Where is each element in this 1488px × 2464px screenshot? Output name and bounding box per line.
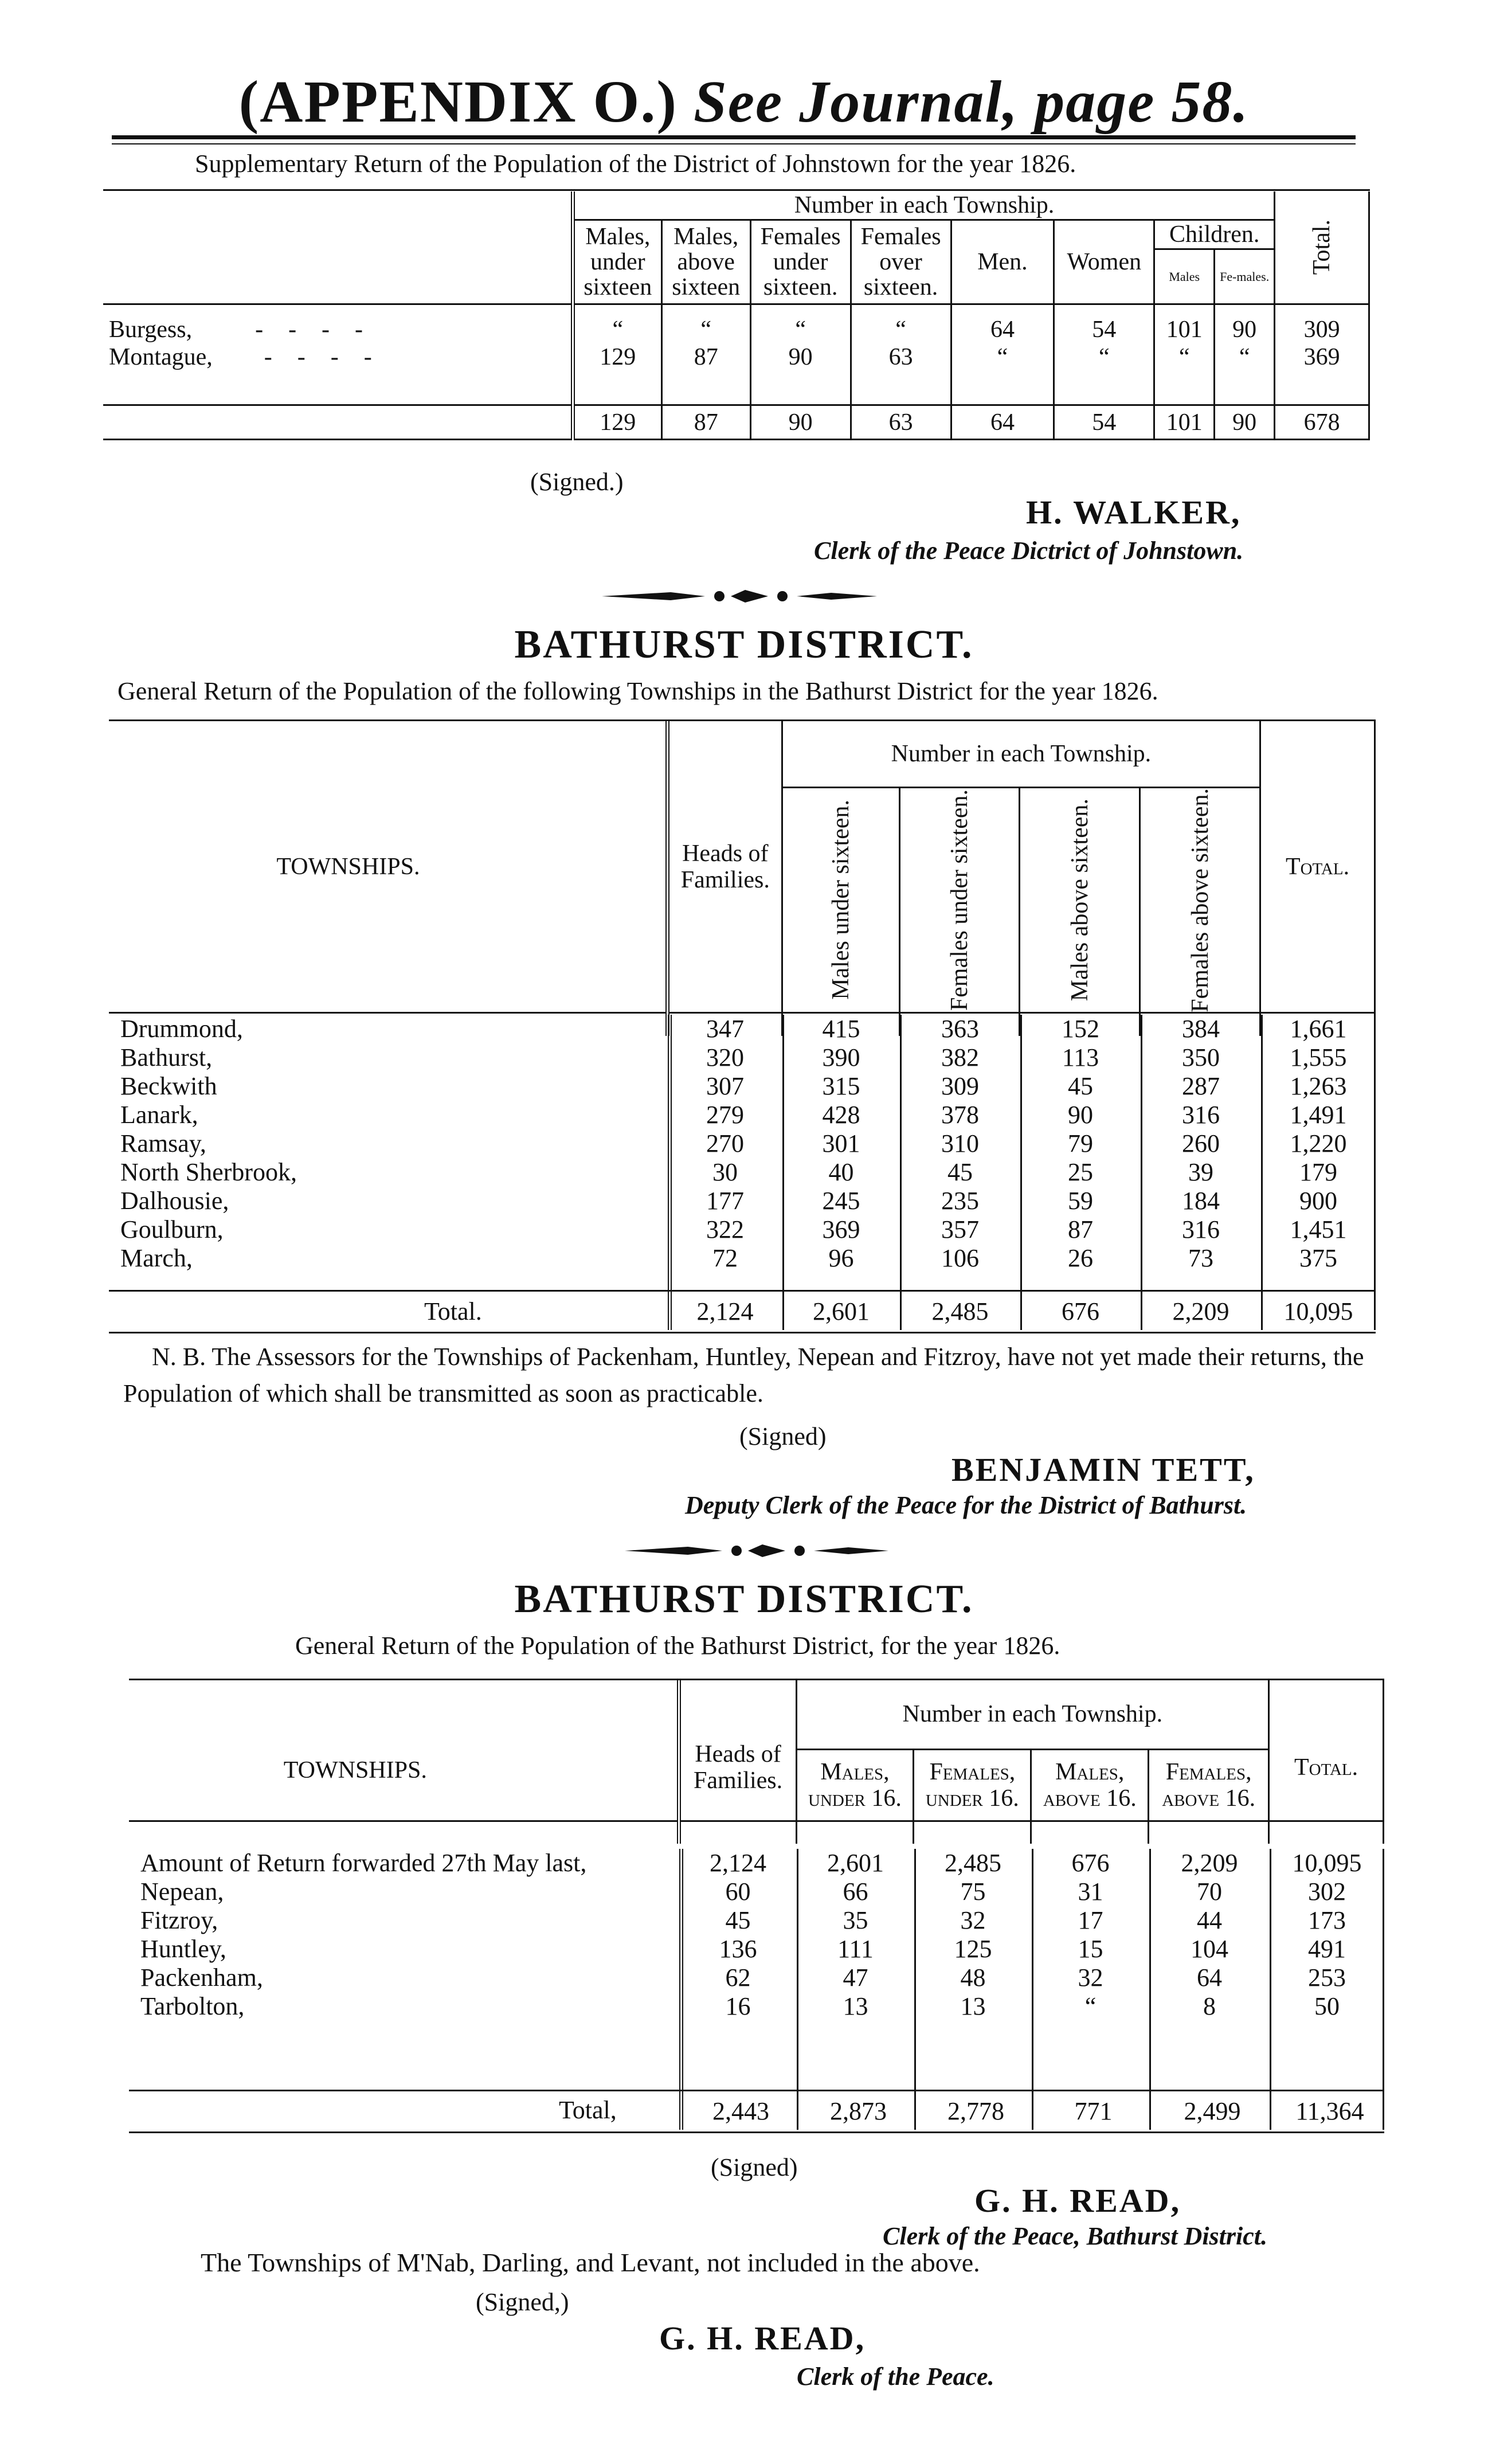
total-cell: 2,443	[712, 2097, 769, 2125]
column-rule	[1261, 1015, 1263, 1330]
cell: 270	[706, 1129, 744, 1157]
cell: 390	[822, 1043, 860, 1071]
cell: 179	[1299, 1158, 1337, 1186]
bathurst1-signer-role: Deputy Clerk of the Peace for the District of Bathurst.	[685, 1491, 1247, 1519]
cell: 369	[822, 1215, 860, 1243]
cell: 50	[1314, 1992, 1340, 2020]
table-row	[129, 1935, 1384, 1964]
bathurst2-signed: (Signed)	[711, 2153, 798, 2181]
bathurst2-title: General Return of the Population of the Bathurst District, for the year 1826.	[295, 1632, 1060, 1660]
bathurst1-col-males-under: Males under sixteen.	[782, 787, 899, 1013]
totals-row	[103, 405, 1369, 440]
cell: 111	[837, 1935, 874, 1963]
table-row: Burgess, ---- “ “ “ “ 64 54 101 90 309	[103, 316, 1369, 343]
cell: 129	[573, 343, 661, 371]
cell: 45	[725, 1906, 751, 1934]
township-name: North Sherbrook,	[120, 1158, 297, 1186]
township-name: Huntley,	[140, 1935, 226, 1963]
total-cell: 2,499	[1184, 2097, 1241, 2125]
column-rule	[1270, 1849, 1271, 2130]
cell: 363	[941, 1015, 979, 1043]
cell: 125	[954, 1935, 992, 1963]
cell: 2,601	[827, 1849, 884, 1877]
table-row	[129, 1992, 1384, 2021]
column-rule	[679, 1849, 683, 2130]
cell: 44	[1197, 1906, 1222, 1934]
cell: 39	[1188, 1158, 1213, 1186]
cell: 45	[947, 1158, 973, 1186]
cell: “	[1215, 343, 1275, 371]
johnstown-township-header	[103, 191, 573, 304]
johnstown-group-header: Number in each Township.	[573, 191, 1274, 220]
total-cell: 90	[1215, 405, 1275, 440]
cell: 13	[960, 1992, 986, 2020]
cell: 1,661	[1290, 1015, 1347, 1043]
cell: 45	[1068, 1072, 1093, 1100]
cell: 35	[843, 1906, 868, 1934]
total-cell: 2,124	[696, 1297, 754, 1325]
total-cell: 129	[573, 405, 661, 440]
journal-reference: See Journal, page 58.	[694, 69, 1250, 135]
johnstown-total-header: Total.	[1275, 191, 1369, 304]
cell: 357	[941, 1215, 979, 1243]
total-cell: 2,778	[947, 2097, 1004, 2125]
bathurst1-townships-header: TOWNSHIPS.	[276, 853, 420, 880]
johnstown-signer: H. WALKER,	[1026, 494, 1242, 531]
total-cell: 678	[1275, 405, 1369, 440]
cell: 106	[941, 1244, 979, 1272]
cell: 177	[706, 1187, 744, 1215]
cell: 428	[822, 1101, 860, 1129]
cell: 62	[725, 1964, 751, 1992]
cell: 279	[706, 1101, 744, 1129]
total-cell: 11,364	[1295, 2097, 1364, 2125]
cell: 60	[725, 1878, 751, 1906]
table-row	[109, 1072, 1376, 1101]
cell: 260	[1182, 1129, 1220, 1157]
total-cell: 676	[1062, 1297, 1099, 1325]
johnstown-signer-role: Clerk of the Peace Dictrict of Johnstown.	[814, 537, 1244, 565]
cell: 72	[712, 1244, 738, 1272]
bathurst2-col-females-above: Females, above 16.	[1149, 1749, 1269, 1821]
bathurst1-total-label: Total.	[424, 1297, 482, 1325]
total-cell: 90	[750, 405, 851, 440]
cell: “	[951, 343, 1054, 371]
township-name: Montague,	[109, 343, 213, 370]
cell: 90	[1215, 316, 1275, 343]
bathurst2-signed2: (Signed,)	[476, 2288, 569, 2316]
township-name: Amount of Return forwarded 27th May last,	[140, 1849, 587, 1877]
bathurst2-col-males-under: Males, under 16.	[796, 1749, 914, 1821]
bathurst1-signed: (Signed)	[739, 1422, 827, 1450]
cell: 415	[822, 1015, 860, 1043]
table-row: Montague, ---- 129 87 90 63 “ “ “ “ 369	[103, 343, 1369, 371]
cell: 59	[1068, 1187, 1093, 1215]
cell: 64	[1197, 1964, 1222, 1992]
column-rule	[900, 1015, 902, 1330]
heading-rule-thin	[112, 143, 1356, 144]
bathurst2-col-females-under: Females, under 16.	[914, 1749, 1031, 1821]
cell: 384	[1182, 1015, 1220, 1043]
column-rule	[1020, 1015, 1022, 1330]
column-rule	[1141, 1015, 1142, 1330]
cell: 70	[1197, 1878, 1222, 1906]
cell: 90	[1068, 1101, 1093, 1129]
table-row	[129, 1849, 1384, 1878]
bathurst1-district-title: BATHURST DISTRICT.	[514, 623, 974, 667]
total-cell: 2,601	[813, 1297, 870, 1325]
page-heading	[0, 68, 1488, 136]
table-row	[129, 1964, 1384, 1992]
johnstown-title: Supplementary Return of the Population of the District of Johnstown for the year 1826.	[195, 150, 1076, 178]
township-name: Drummond,	[120, 1015, 243, 1043]
cell: 1,555	[1290, 1043, 1347, 1071]
cell: 173	[1308, 1906, 1346, 1934]
table-row	[109, 1244, 1376, 1273]
township-name: Tarbolton,	[140, 1992, 245, 2020]
total-cell: 54	[1054, 405, 1154, 440]
cell: 316	[1182, 1101, 1220, 1129]
cell: 676	[1071, 1849, 1110, 1877]
cell: 101	[1154, 316, 1215, 343]
bathurst1-signer: BENJAMIN TETT,	[951, 1451, 1255, 1488]
cell: 30	[712, 1158, 738, 1186]
table-row	[129, 1878, 1384, 1906]
cell: 253	[1308, 1964, 1346, 1992]
bathurst2-heads-header: Heads of Families.	[679, 1680, 796, 1821]
cell: “	[1084, 1992, 1097, 2020]
cell: 48	[960, 1964, 986, 1992]
total-cell: 101	[1154, 405, 1215, 440]
cell: “	[1054, 343, 1154, 371]
cell: 104	[1191, 1935, 1228, 1963]
cell: “	[573, 316, 661, 343]
total-cell: 2,485	[931, 1297, 989, 1325]
cell: 47	[843, 1964, 868, 1992]
bathurst1-title: General Return of the Population of the following Townships in the Bathurst District for the year 1826.	[118, 677, 1158, 705]
table-row	[109, 1215, 1376, 1244]
bathurst2-footnote: The Townships of M'Nab, Darling, and Levant, not included in the above.	[201, 2248, 980, 2277]
bathurst1-total-header: Total.	[1260, 721, 1375, 1013]
bathurst2-signer2-role: Clerk of the Peace.	[797, 2363, 994, 2391]
township-name: Burgess,	[109, 316, 193, 343]
cell: 307	[706, 1072, 744, 1100]
cell: 347	[706, 1015, 744, 1043]
cell: 2,485	[945, 1849, 1001, 1877]
bathurst2-table	[129, 1680, 1384, 1844]
cell: “	[750, 316, 851, 343]
bathurst1-note: N. B. The Assessors for the Townships of Packenham, Huntley, Nepean and Fitzroy, have not yet made their returns, the Population of which shall be transmitted as soon as practicable.	[123, 1343, 1364, 1407]
cell: 310	[941, 1129, 979, 1157]
township-name: Beckwith	[120, 1072, 217, 1100]
johnstown-col-women: Women	[1054, 220, 1154, 304]
cell: “	[1154, 343, 1215, 371]
cell: 309	[1275, 316, 1369, 343]
cell: 152	[1062, 1015, 1099, 1043]
cell: 235	[941, 1187, 979, 1215]
cell: 320	[706, 1043, 744, 1071]
ornament-divider	[602, 588, 877, 605]
bathurst2-col-males-above: Males, above 16.	[1031, 1749, 1149, 1821]
township-name: Dalhousie,	[120, 1187, 229, 1215]
cell: 378	[941, 1101, 979, 1129]
bathurst2-total-header: Total.	[1269, 1680, 1384, 1821]
column-rule	[1032, 1849, 1033, 2130]
cell: 16	[725, 1992, 751, 2020]
cell: 26	[1068, 1244, 1093, 1272]
cell: 8	[1203, 1992, 1216, 2020]
johnstown-children-header: Children.	[1154, 220, 1275, 249]
cell: 900	[1299, 1187, 1337, 1215]
cell: 287	[1182, 1072, 1220, 1100]
cell: 309	[941, 1072, 979, 1100]
cell: 113	[1062, 1043, 1099, 1071]
cell: 13	[843, 1992, 868, 2020]
cell: 25	[1068, 1158, 1093, 1186]
column-rule	[782, 1015, 784, 1330]
bathurst1-col-males-above: Males above sixteen.	[1020, 787, 1140, 1013]
cell: 64	[951, 316, 1054, 343]
johnstown-col-children-females: Fe-males.	[1215, 249, 1275, 304]
cell: 66	[843, 1878, 868, 1906]
johnstown-col-females-over: Females over sixteen.	[851, 220, 951, 304]
table-row	[109, 1015, 1376, 1043]
table-row	[109, 1158, 1376, 1187]
cell: 301	[822, 1129, 860, 1157]
township-name: Bathurst,	[120, 1043, 213, 1071]
cell: 316	[1182, 1215, 1220, 1243]
johnstown-top-rule	[103, 189, 1370, 191]
cell: 136	[719, 1935, 757, 1963]
cell: 315	[822, 1072, 860, 1100]
column-rule	[797, 1849, 798, 2130]
cell: 375	[1299, 1244, 1337, 1272]
cell: 1,263	[1290, 1072, 1347, 1100]
cell: 54	[1054, 316, 1154, 343]
cell: 2,124	[710, 1849, 766, 1877]
cell: 31	[1078, 1878, 1103, 1906]
bathurst2-group-header: Number in each Township.	[796, 1680, 1269, 1749]
bathurst2-district-title: BATHURST DISTRICT.	[514, 1577, 974, 1621]
cell: 73	[1188, 1244, 1213, 1272]
bathurst2-signer2: G. H. READ,	[659, 2320, 866, 2357]
total-cell: 2,209	[1172, 1297, 1229, 1325]
cell: 322	[706, 1215, 744, 1243]
appendix-label: (APPENDIX O.)	[238, 69, 678, 135]
bathurst2-total-label: Total,	[559, 2096, 617, 2124]
township-name: Fitzroy,	[140, 1906, 218, 1934]
cell: 2,209	[1181, 1849, 1238, 1877]
cell: 184	[1182, 1187, 1220, 1215]
cell: 350	[1182, 1043, 1220, 1071]
cell: 302	[1308, 1878, 1346, 1906]
table-row	[109, 1129, 1376, 1158]
cell: 40	[828, 1158, 854, 1186]
cell: “	[661, 316, 750, 343]
bathurst2-signer: G. H. READ,	[974, 2182, 1181, 2219]
cell: 63	[851, 343, 951, 371]
cell: 369	[1275, 343, 1369, 371]
bathurst1-group-header: Number in each Township.	[782, 721, 1260, 787]
township-name: Packenham,	[140, 1964, 263, 1992]
total-cell: 2,873	[830, 2097, 887, 2125]
column-rule	[668, 1015, 672, 1330]
column-rule	[914, 1849, 916, 2130]
column-rule	[1383, 1849, 1384, 2130]
column-rule	[1149, 1849, 1151, 2130]
cell: 491	[1308, 1935, 1346, 1963]
cell: 96	[828, 1244, 854, 1272]
johnstown-col-females-under: Females under sixteen.	[750, 220, 851, 304]
table-row	[129, 1906, 1384, 1935]
cell: 32	[1078, 1964, 1103, 1992]
johnstown-col-children-males: Males	[1154, 249, 1215, 304]
heading-rule	[112, 135, 1356, 139]
cell: 10,095	[1292, 1849, 1362, 1877]
cell: 1,491	[1290, 1101, 1347, 1129]
township-name: Ramsay,	[120, 1129, 206, 1157]
cell: 17	[1078, 1906, 1103, 1934]
total-cell: 64	[951, 405, 1054, 440]
bathurst2-townships-header: TOWNSHIPS.	[283, 1757, 427, 1784]
table-row	[109, 1187, 1376, 1215]
total-cell: 63	[851, 405, 951, 440]
township-name: March,	[120, 1244, 193, 1272]
township-name: Nepean,	[140, 1878, 224, 1906]
cell: 382	[941, 1043, 979, 1071]
total-cell: 87	[661, 405, 750, 440]
johnstown-col-men: Men.	[951, 220, 1054, 304]
cell: 90	[750, 343, 851, 371]
johnstown-table	[103, 191, 1370, 440]
bathurst2-signer-role: Clerk of the Peace, Bathurst District.	[883, 2222, 1267, 2250]
cell: 75	[960, 1878, 986, 1906]
cell: 1,220	[1290, 1129, 1347, 1157]
cell: 87	[1068, 1215, 1093, 1243]
bathurst1-col-females-under: Females under sixteen.	[899, 787, 1020, 1013]
total-cell: 771	[1074, 2097, 1113, 2125]
cell: 15	[1078, 1935, 1103, 1963]
cell: 87	[661, 343, 750, 371]
cell: 1,451	[1290, 1215, 1347, 1243]
table-row	[109, 1043, 1376, 1072]
cell: 79	[1068, 1129, 1093, 1157]
bathurst1-table	[109, 721, 1376, 1036]
table-row	[109, 1101, 1376, 1129]
bathurst1-heads-header: Heads of Families.	[667, 721, 782, 1013]
township-name: Goulburn,	[120, 1215, 224, 1243]
ornament-divider	[625, 1542, 888, 1559]
cell: 245	[822, 1187, 860, 1215]
johnstown-col-males-under: Males, under sixteen	[573, 220, 661, 304]
cell: 32	[960, 1906, 986, 1934]
johnstown-signed: (Signed.)	[530, 468, 624, 496]
township-name: Lanark,	[120, 1101, 198, 1129]
total-cell: 10,095	[1283, 1297, 1353, 1325]
johnstown-col-males-above: Males, above sixteen	[661, 220, 750, 304]
column-rule	[1374, 1015, 1376, 1330]
bathurst1-col-females-above: Females above sixteen.	[1140, 787, 1260, 1013]
cell: “	[851, 316, 951, 343]
